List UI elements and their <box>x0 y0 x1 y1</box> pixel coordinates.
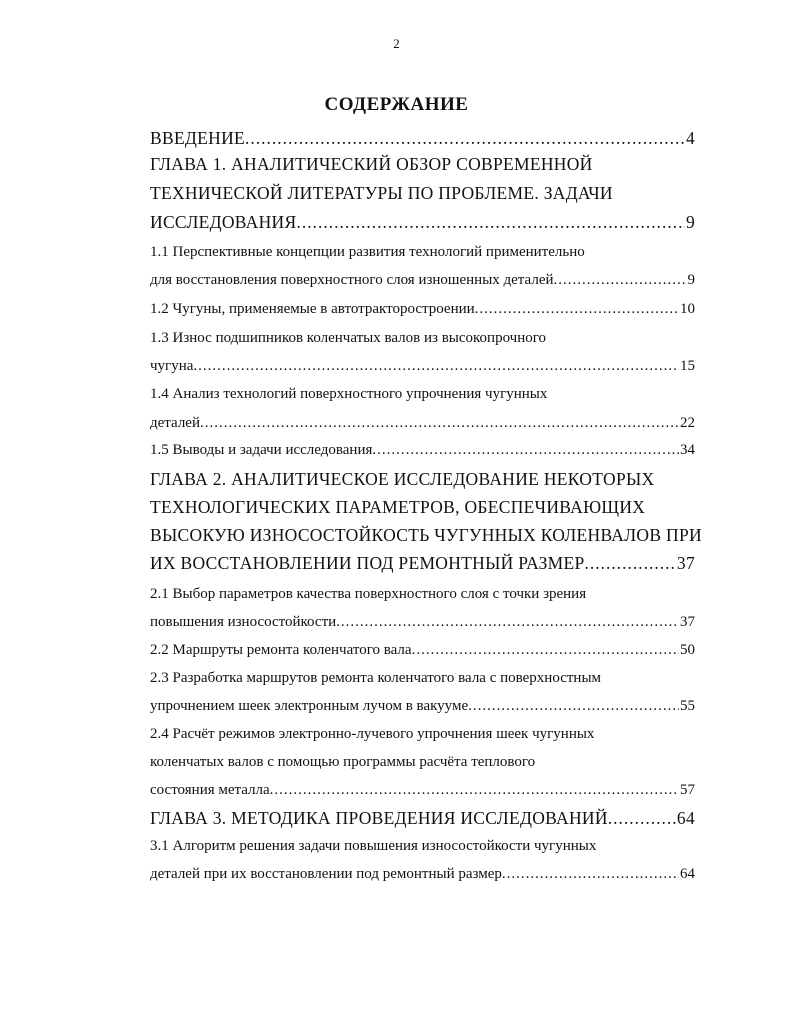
toc-page-number: 9 <box>685 212 695 232</box>
toc-entry-chapter-2-line-4[interactable]: ИХ ВОССТАНОВЛЕНИИ ПОД РЕМОНТНЫЙ РАЗМЕР ..... 37 <box>150 553 695 574</box>
toc-entry-section-1-5[interactable]: 1.5 Выводы и задачи исследования ..... 34 <box>150 442 695 459</box>
toc-entry-section-1-1[interactable]: 1.1 Перспективные концепции развития технологий применительно <box>150 244 585 260</box>
toc-page-number: 22 <box>680 415 695 431</box>
toc-page-number: 34 <box>680 442 695 458</box>
toc-entry-section-3-1-line-2[interactable]: деталей при их восстановлении под ремонтный размер ..... 64 <box>150 866 695 883</box>
toc-page-number: 37 <box>676 553 695 573</box>
toc-entry-section-2-4[interactable]: 2.4 Расчёт режимов электронно-лучевого упрочнения шеек чугунных <box>150 726 595 742</box>
toc-entry-section-1-3[interactable]: 1.3 Износ подшипников коленчатых валов из высокопрочного <box>150 330 547 346</box>
toc-entry-chapter-2-line-3: ВЫСОКУЮ ИЗНОСОСТОЙКОСТЬ ЧУГУННЫХ КОЛЕНВАЛОВ ПРИ <box>150 525 702 545</box>
page-number: 2 <box>393 36 400 51</box>
toc-entry-section-1-1-line-2[interactable]: для восстановления поверхностного слоя изношенных деталей ..... 9 <box>150 272 695 289</box>
toc-entry-text: ВВЕДЕНИЕ <box>150 128 246 148</box>
toc-entry-chapter-1-line-2: ТЕХНИЧЕСКОЙ ЛИТЕРАТУРЫ ПО ПРОБЛЕМЕ. ЗАДАЧИ <box>150 183 613 203</box>
toc-entry-section-2-3[interactable]: 2.3 Разработка маршрутов ремонта коленчатого вала с поверхностным <box>150 670 602 686</box>
toc-page-number: 64 <box>680 866 695 882</box>
toc-entry-section-1-4[interactable]: 1.4 Анализ технологий поверхностного упрочнения чугунных <box>150 386 548 402</box>
toc-entry-introduction[interactable] <box>150 128 695 149</box>
toc-page-number: 57 <box>680 782 695 798</box>
toc-entry-section-1-3-line-2[interactable]: чугуна ..... 15 <box>150 358 695 375</box>
toc-entry-chapter-2[interactable]: ГЛАВА 2. АНАЛИТИЧЕСКОЕ ИССЛЕДОВАНИЕ НЕКОТОРЫХ <box>150 469 655 489</box>
toc-page-number: 15 <box>680 358 695 374</box>
toc-entry-section-1-4-line-2[interactable]: деталей ..... 22 <box>150 415 695 432</box>
toc-entry-section-2-4-line-3[interactable]: состояния металла ..... 57 <box>150 782 695 799</box>
toc-entry-chapter-3[interactable]: ГЛАВА 3. МЕТОДИКА ПРОВЕДЕНИЯ ИССЛЕДОВАНИЙ ..... 64 <box>150 808 695 829</box>
toc-entry-chapter-2-line-2: ТЕХНОЛОГИЧЕСКИХ ПАРАМЕТРОВ, ОБЕСПЕЧИВАЮЩИХ <box>150 497 646 517</box>
toc-entry-section-2-2[interactable]: 2.2 Маршруты ремонта коленчатого вала ..... 50 <box>150 642 695 659</box>
toc-page-number: 55 <box>680 698 695 714</box>
toc-entry-section-2-1[interactable]: 2.1 Выбор параметров качества поверхностного слоя с точки зрения <box>150 586 587 602</box>
toc-page-number: 64 <box>676 808 695 828</box>
toc-page-number: 37 <box>680 614 695 630</box>
toc-entry-section-3-1[interactable]: 3.1 Алгоритм решения задачи повышения износостойкости чугунных <box>150 838 597 854</box>
toc-entry-chapter-1-line-3[interactable]: ИССЛЕДОВАНИЯ ..... 9 <box>150 212 695 233</box>
toc-entry-section-2-3-line-2[interactable]: упрочнением шеек электронным лучом в вакууме ..... 55 <box>150 698 695 715</box>
page-title: СОДЕРЖАНИЕ <box>324 94 469 115</box>
toc-page-number: 4 <box>685 128 695 148</box>
toc-page-number: 50 <box>680 642 695 658</box>
toc-page-number: 9 <box>687 272 695 288</box>
toc-page-number: 10 <box>680 301 695 317</box>
toc-entry-section-2-4-line-2: коленчатых валов с помощью программы расчёта теплового <box>150 754 536 770</box>
toc-entry-section-2-1-line-2[interactable]: повышения износостойкости ..... 37 <box>150 614 695 631</box>
toc-entry-chapter-1[interactable]: ГЛАВА 1. АНАЛИТИЧЕСКИЙ ОБЗОР СОВРЕМЕННОЙ <box>150 154 593 174</box>
toc-entry-section-1-2[interactable]: 1.2 Чугуны, применяемые в автотракторостроении ..... 10 <box>150 301 695 318</box>
